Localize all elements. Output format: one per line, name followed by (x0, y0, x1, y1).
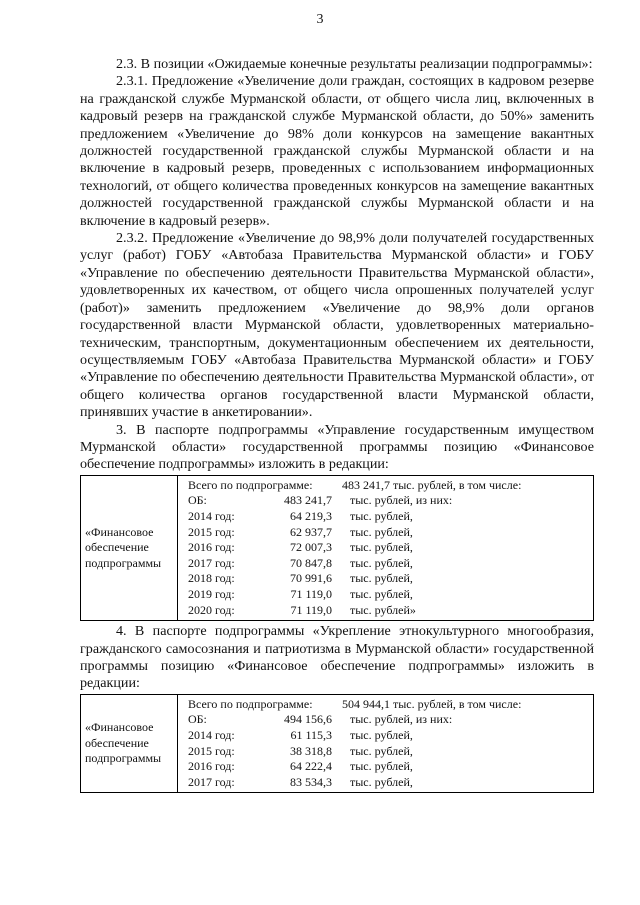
row-unit: тыс. рублей, (350, 555, 413, 570)
row-label: 2017 год: (188, 555, 235, 570)
financing-table-1 (80, 475, 594, 621)
row-unit: тыс. рублей, (350, 524, 413, 539)
table-row (188, 525, 593, 541)
table-row (188, 712, 593, 728)
row-amount: 62 937,7 (290, 524, 332, 539)
row-amount: 64 219,3 (290, 508, 332, 523)
row-unit: тыс. рублей, (350, 759, 413, 774)
row-label: 2020 год: (188, 602, 235, 617)
table-row (188, 603, 593, 619)
row-unit: тыс. рублей, (350, 540, 413, 555)
row-label: 2016 год: (188, 540, 235, 555)
table-data-cell (178, 475, 594, 620)
row-amount: 83 534,3 (290, 774, 332, 789)
table-row (188, 728, 593, 744)
row-unit: тыс. рублей, (350, 727, 413, 742)
table-row (188, 493, 593, 509)
total-value: 483 241,7 тыс. рублей, в том числе: (342, 477, 522, 492)
total-value: 504 944,1 тыс. рублей, в том числе: (342, 696, 522, 711)
row-unit: тыс. рублей, (350, 508, 413, 523)
table-label: «Финансовое обеспечение подпрограммы (85, 524, 162, 570)
row-unit: тыс. рублей, (350, 571, 413, 586)
table-row (188, 587, 593, 603)
row-amount: 64 222,4 (290, 759, 332, 774)
row-amount: 494 156,6 (284, 712, 332, 727)
row-label: 2017 год: (188, 774, 235, 789)
row-label: 2014 год: (188, 727, 235, 742)
row-unit: тыс. рублей, (350, 774, 413, 789)
paragraph-4: 4. В паспорте подпрограммы «Укрепление этнокультурного многообразия, гражданского самосознания и патриотизма в Мурманской области» государственной программы позицию «Финансовое обеспечение подпрограммы» изложить в редакции: (80, 623, 594, 692)
row-amount: 70 847,8 (290, 555, 332, 570)
financing-table-2 (80, 694, 594, 794)
paragraph: 2.3.2. Предложение «Увеличение до 98,9% доли получателей государственных услуг (работ) ГОБУ «Автобаза Правительства Мурманской области» и ГОБУ «Управление по обеспечению деятельности Правительства Мурманской области», удовлетворенных их качеством, от общего числа опрошенных получателей услуг (работ)» заменить предложением «Увеличение до 98,9% доли органов государственной власти Мурманской области, удовлетворенных материально-техническим, транспортным, документационным обеспечением их деятельности, осуществляемым ГОБУ «Автобаза Правительства Мурманской области» и ГОБУ «Управление по обеспечению деятельности Правительства Мурманской области», от общего количества органов государственной власти Мурманской области, принявших участие в анкетировании». (80, 230, 594, 421)
row-label: 2015 год: (188, 524, 235, 539)
row-unit: тыс. рублей» (350, 602, 416, 617)
row-amount: 71 119,0 (290, 586, 332, 601)
table-row (188, 744, 593, 760)
row-unit: тыс. рублей, из них: (350, 712, 453, 727)
row-unit: тыс. рублей, (350, 743, 413, 758)
row-amount: 38 318,8 (290, 743, 332, 758)
total-label: Всего по подпрограмме: (188, 477, 313, 492)
row-label: 2018 год: (188, 571, 235, 586)
row-label: ОБ: (188, 493, 207, 508)
table-label-cell (81, 694, 178, 793)
row-amount: 72 007,3 (290, 540, 332, 555)
paragraph: 3. В паспорте подпрограммы «Управление государственным имуществом Мурманской области» государственной программы позицию «Финансовое обеспечение подпрограммы» изложить в редакции: (80, 421, 594, 473)
table-row (188, 571, 593, 587)
table-label: «Финансовое обеспечение подпрограммы (85, 720, 162, 766)
row-unit: тыс. рублей, (350, 586, 413, 601)
row-amount: 483 241,7 (284, 493, 332, 508)
table-row (188, 509, 593, 525)
row-unit: тыс. рублей, из них: (350, 493, 453, 508)
row-label: ОБ: (188, 712, 207, 727)
table-label-cell (81, 475, 178, 620)
table-row (188, 775, 593, 791)
paragraph: 2.3. В позиции «Ожидаемые конечные результаты реализации подпрограммы»: (116, 56, 593, 72)
table-row (188, 556, 593, 572)
document-body (80, 56, 594, 793)
total-row (188, 478, 593, 494)
row-amount: 71 119,0 (290, 602, 332, 617)
total-label: Всего по подпрограмме: (188, 696, 313, 711)
paragraph: 2.3.1. Предложение «Увеличение доли граждан, состоящих в кадровом резерве на гражданской службе Мурманской области, от общего числа лиц, включенных в кадровый резерв на гражданской службе Мурманской области, до 50%» заменить предложением «Увеличение до 98% доли конкурсов на замещение вакантных должностей государственной гражданской службы Мурманской области и на включение в кадровый резерв, проведенных с использованием информационных технологий, от общего количества проведенных конкурсов на замещение вакантных должностей государственной гражданской службы Мурманской области и на включение в кадровый резерв». (80, 73, 594, 229)
total-row (188, 697, 593, 713)
row-label: 2019 год: (188, 586, 235, 601)
row-amount: 70 991,6 (290, 571, 332, 586)
row-label: 2016 год: (188, 759, 235, 774)
row-label: 2014 год: (188, 508, 235, 523)
table-data-cell (178, 694, 594, 793)
page-number: 3 (316, 12, 324, 27)
table-row (188, 540, 593, 556)
row-label: 2015 год: (188, 743, 235, 758)
table-row (188, 759, 593, 775)
row-amount: 61 115,3 (290, 727, 332, 742)
paragraphs-section-2 (80, 56, 594, 474)
